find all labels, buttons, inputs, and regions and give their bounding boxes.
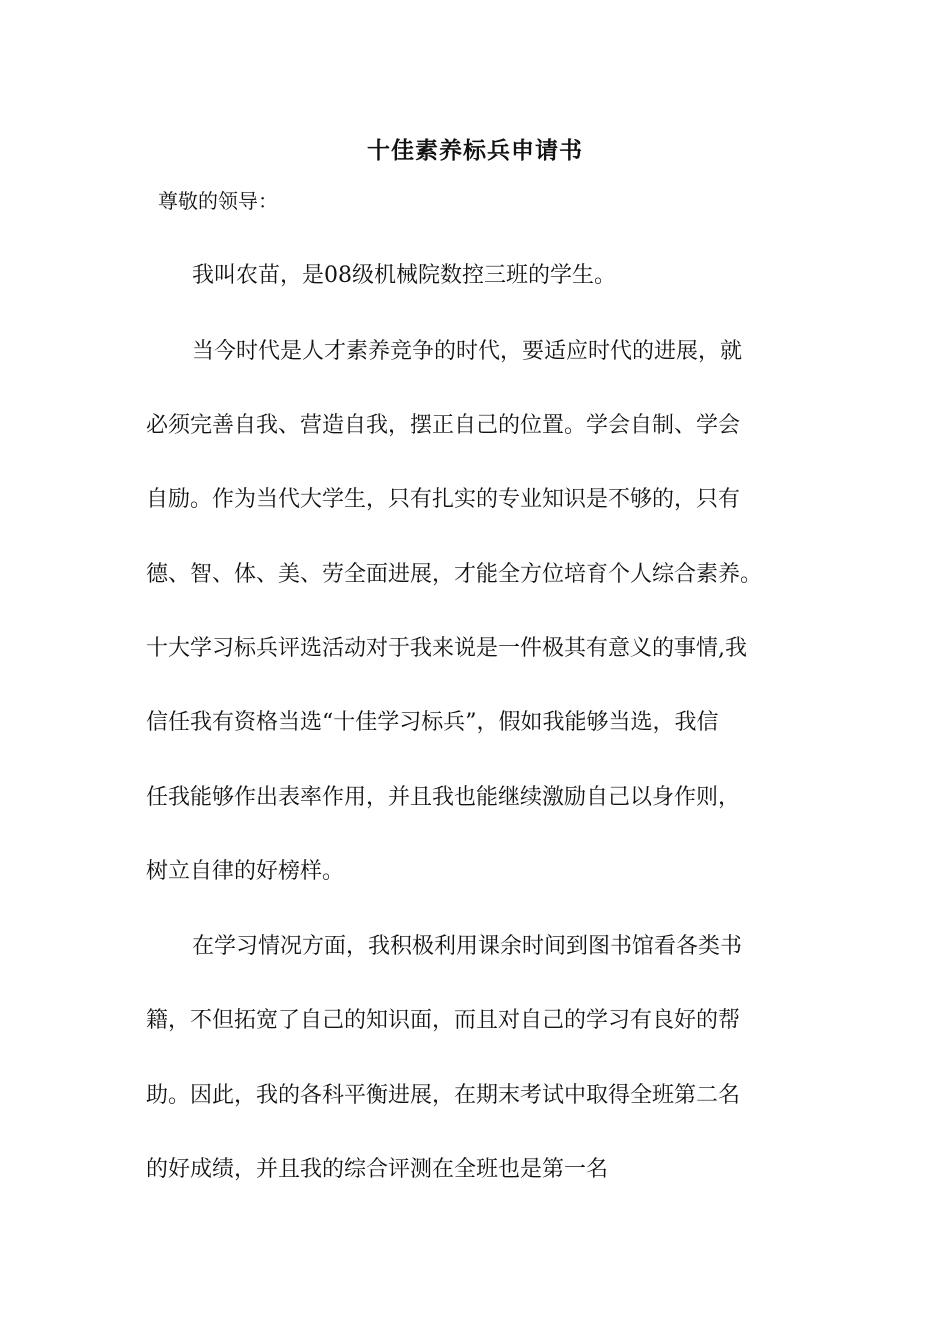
paragraph-line: 在学习情况方面，我积极利用课余时间到图书馆看各类书	[192, 934, 743, 959]
paragraph-line: 助。因此，我的各科平衡进展，在期末考试中取得全班第二名	[146, 1083, 741, 1108]
paragraph-line: 十大学习标兵评选活动对于我来说是一件极其有意义的事情,我	[146, 636, 747, 661]
salutation: 尊敬的领导：	[158, 189, 278, 213]
paragraph-line: 树立自律的好榜样。	[146, 859, 345, 884]
paragraph-line: 籍，不但拓宽了自己的知识面，而且对自己的学习有良好的帮	[146, 1008, 741, 1033]
paragraph-line: 当今时代是人才素养竞争的时代，要适应时代的进展，就	[192, 339, 743, 364]
paragraph-line: 的好成绩，并且我的综合评测在全班也是第一名	[146, 1157, 609, 1182]
paragraph-line: 自励。作为当代大学生，只有扎实的专业知识是不够的，只有	[146, 487, 741, 512]
paragraph-line: 信任我有资格当选“十佳学习标兵”，假如我能够当选，我信	[146, 710, 719, 735]
paragraph-line: 任我能够作出表率作用，并且我也能继续激励自己以身作则，	[146, 785, 741, 810]
paragraph-line: 德、智、体、美、劳全面进展，才能全方位培育个人综合素养。	[146, 562, 763, 587]
document-title: 十佳素养标兵申请书	[367, 137, 583, 164]
paragraph-line: 我叫农苗，是08级机械院数控三班的学生。	[192, 263, 616, 288]
paragraph-line: 必须完善自我、营造自我，摆正自己的位置。学会自制、学会	[146, 413, 741, 438]
